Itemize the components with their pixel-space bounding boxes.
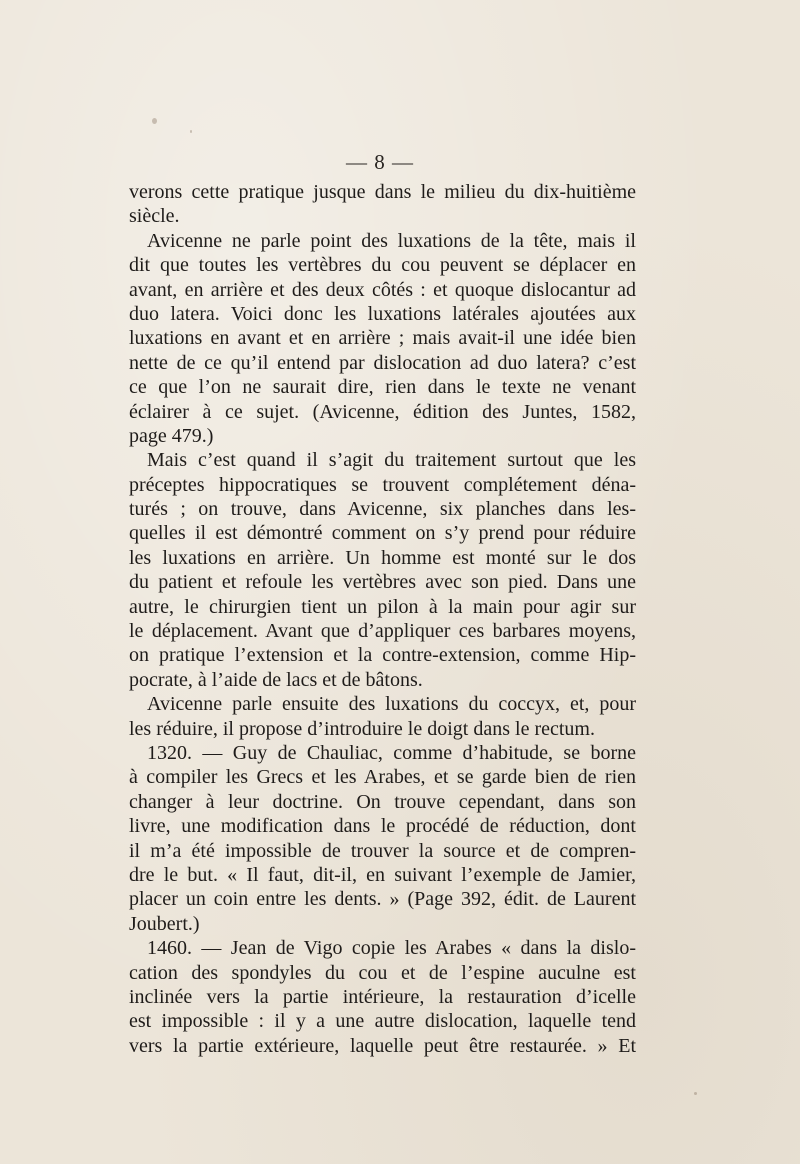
text-line: ce que l’on ne saurait dire, rien dans le texte ne venant — [129, 376, 636, 399]
text-line: autre, le chirurgien tient un pilon à la main pour agir sur — [129, 595, 636, 618]
text-line: verons cette pratique jusque dans le milieu du dix-huitième — [129, 181, 636, 203]
paper-speck — [694, 1092, 697, 1095]
text-line: cation des spondyles du cou et de l’espine auculne est — [129, 961, 636, 984]
text-line: placer un coin entre les dents. » (Page 392, édit. de Laurent — [129, 888, 636, 911]
text-line: vers la partie extérieure, laquelle peut être restaurée. » Et — [129, 1034, 636, 1057]
text-line: inclinée vers la partie intérieure, la restauration d’icelle — [129, 985, 636, 1008]
text-line: page 479.) — [129, 424, 214, 447]
text-line: quelles il est démontré comment on s’y prend pour réduire — [129, 522, 636, 545]
text-line: le déplacement. Avant que d’appliquer ces barbares moyens, — [129, 620, 636, 643]
text-line: les luxations en arrière. Un homme est monté sur le dos — [129, 546, 636, 569]
text-line: dit que toutes les vertèbres du cou peuvent se déplacer en — [129, 254, 636, 277]
text-line: luxations en avant et en arrière ; mais avait-il une idée bien — [129, 327, 636, 350]
page-number: — 8 — — [346, 150, 414, 174]
text-line: duo latera. Voici donc les luxations latérales ajoutées aux — [129, 302, 636, 325]
paper-speck — [190, 130, 192, 133]
text-line: éclairer à ce sujet. (Avicenne, édition des Juntes, 1582, — [129, 400, 636, 423]
text-line: 1460. — Jean de Vigo copie les Arabes « dans la dislo- — [147, 937, 636, 960]
text-line: il m’a été impossible de trouver la source et de compren- — [129, 839, 636, 862]
text-line: Mais c’est quand il s’agit du traitement surtout que les — [147, 449, 636, 472]
body-text — [129, 180, 636, 1058]
text-line: dre le but. « Il faut, dit-il, en suivant l’exemple de Jamier, — [129, 863, 636, 886]
text-line: à compiler les Grecs et les Arabes, et se garde bien de rien — [129, 766, 636, 789]
text-line: avant, en arrière et des deux côtés : et quoque dislocantur ad — [129, 278, 636, 301]
text-line: préceptes hippocratiques se trouvent complétement déna- — [129, 473, 636, 496]
text-line: siècle. — [129, 205, 180, 228]
text-line: Avicenne parle ensuite des luxations du coccyx, et, pour — [147, 693, 636, 716]
text-line: 1320. — Guy de Chauliac, comme d’habitude, se borne — [147, 741, 636, 764]
text-line: du patient et refoule les vertèbres avec son pied. Dans une — [129, 571, 636, 594]
text-line: turés ; on trouve, dans Avicenne, six planches dans les- — [129, 498, 636, 521]
text-line: est impossible : il y a une autre dislocation, laquelle tend — [129, 1010, 636, 1033]
text-line: Joubert.) — [129, 912, 200, 935]
paper-speck — [152, 118, 157, 124]
text-line: on pratique l’extension et la contre-extension, comme Hip- — [129, 644, 636, 667]
text-line: les réduire, il propose d’introduire le doigt dans le rectum. — [129, 717, 595, 740]
text-line: nette de ce qu’il entend par dislocation ad duo latera? c’est — [129, 351, 636, 374]
text-line: changer à leur doctrine. On trouve cependant, dans son — [129, 790, 636, 813]
text-line: livre, une modification dans le procédé de réduction, dont — [129, 815, 636, 838]
text-line: Avicenne ne parle point des luxations de la tête, mais il — [147, 229, 636, 252]
text-line: pocrate, à l’aide de lacs et de bâtons. — [129, 668, 423, 691]
